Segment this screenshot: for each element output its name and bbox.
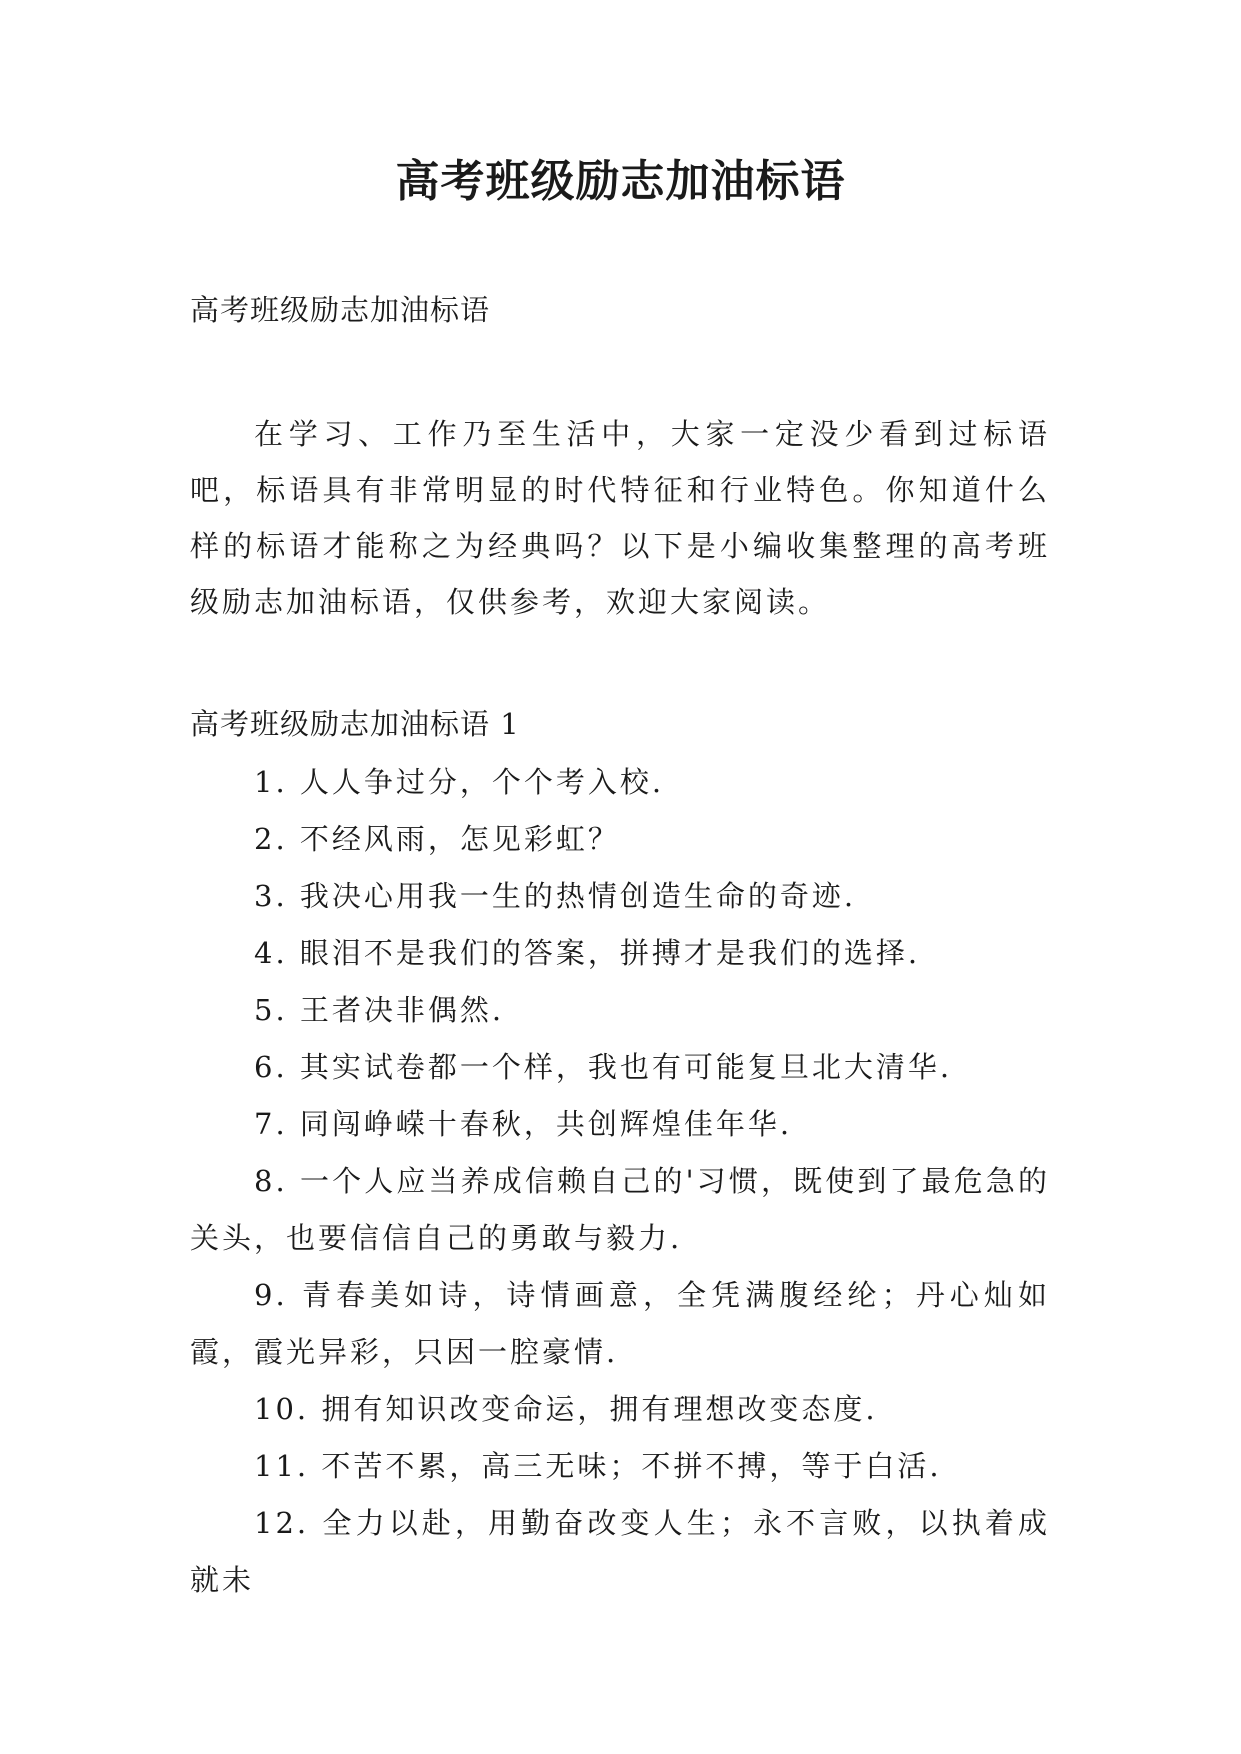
- document-subtitle: 高考班级励志加油标语: [190, 293, 491, 327]
- slogan-list: [190, 754, 1050, 1609]
- intro-paragraph: 在学习、工作乃至生活中，大家一定没少看到过标语吧，标语具有非常明显的时代特征和行业特色。你知道什么样的标语才能称之为经典吗？以下是小编收集整理的高考班级励志加油标语，仅供参考，欢迎大家阅读。: [190, 417, 1050, 619]
- list-item: 7. 同闯峥嵘十春秋，共创辉煌佳年华.: [254, 1107, 793, 1141]
- list-item: 8. 一个人应当养成信赖自己的'习惯，既使到了最危急的关头，也要信信自己的勇敢与毅力.: [190, 1164, 1050, 1255]
- list-item: 2. 不经风雨，怎见彩虹？: [254, 822, 620, 856]
- list-item: 3. 我决心用我一生的热情创造生命的奇迹.: [254, 879, 857, 913]
- list-item: 11. 不苦不累，高三无味；不拼不搏，等于白活.: [254, 1449, 942, 1483]
- list-item: 6. 其实试卷都一个样，我也有可能复旦北大清华.: [254, 1050, 953, 1084]
- list-item: 5. 王者决非偶然.: [254, 993, 505, 1027]
- list-item: 4. 眼泪不是我们的答案，拼搏才是我们的选择.: [254, 936, 921, 970]
- list-item: 9. 青春美如诗，诗情画意，全凭满腹经纶；丹心灿如霞，霞光异彩，只因一腔豪情.: [190, 1278, 1050, 1369]
- document-title: 高考班级励志加油标语: [395, 156, 846, 207]
- list-item: 10. 拥有知识改变命运，拥有理想改变态度.: [254, 1392, 878, 1426]
- list-item: 12. 全力以赴，用勤奋改变人生；永不言败，以执着成就未: [190, 1506, 1050, 1597]
- section-title: 高考班级励志加油标语 1: [190, 707, 520, 741]
- list-item: 1. 人人争过分，个个考入校.: [254, 765, 665, 799]
